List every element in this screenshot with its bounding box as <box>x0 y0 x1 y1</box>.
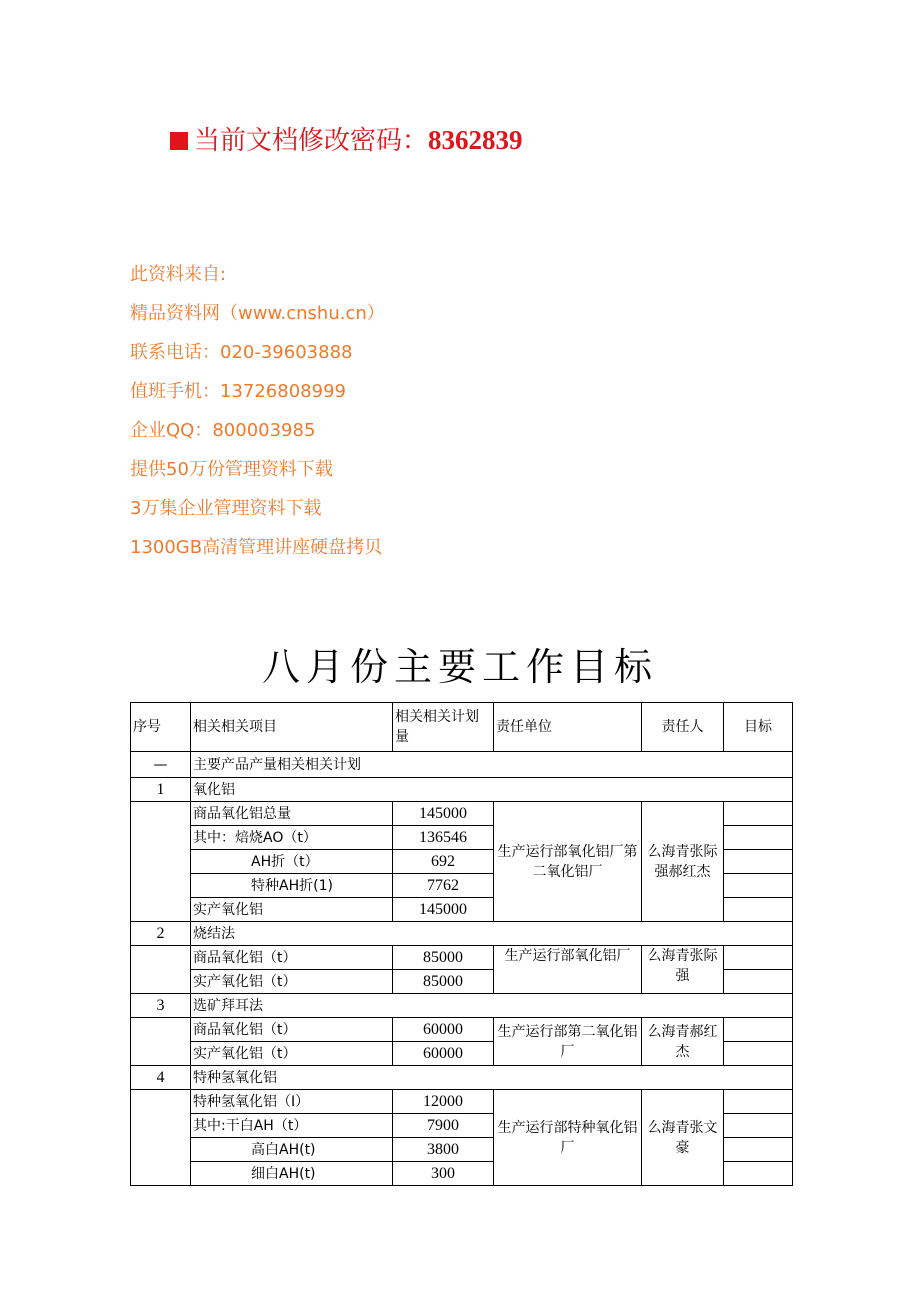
source-line: 1300GB高清管理讲座硬盘拷贝 <box>130 537 383 558</box>
item-cell: 商品氧化铝总量 <box>191 802 393 826</box>
group-title: 选矿拜耳法 <box>191 994 793 1018</box>
group-no: 4 <box>131 1066 191 1090</box>
item-cell: 其中：焙烧AO（t） <box>191 826 393 850</box>
target-cell <box>724 850 793 874</box>
item-cell: 特种氢氧化铝（I） <box>191 1090 393 1114</box>
table-row <box>131 1090 793 1114</box>
plan-cell: 85000 <box>393 970 494 994</box>
blank-cell <box>131 946 191 994</box>
target-cell <box>724 1114 793 1138</box>
source-line: 值班手机：13726808999 <box>130 381 346 402</box>
group-row <box>131 1066 793 1090</box>
group-title: 特种氢氧化铝 <box>191 1066 793 1090</box>
unit-cell: 生产运行部特种氧化铝厂 <box>494 1090 642 1186</box>
group-row <box>131 922 793 946</box>
source-line: 此资料来自: <box>130 264 227 285</box>
section-row <box>131 752 793 778</box>
red-square-icon <box>170 132 188 150</box>
plan-cell: 692 <box>393 850 494 874</box>
group-no: 2 <box>131 922 191 946</box>
unit-cell: 生产运行部氧化铝厂第二氧化铝厂 <box>494 802 642 922</box>
table-row <box>131 802 793 826</box>
target-cell <box>724 1018 793 1042</box>
password-notice <box>170 120 523 157</box>
plan-cell: 300 <box>393 1162 494 1186</box>
plan-cell: 60000 <box>393 1042 494 1066</box>
plan-cell: 3800 <box>393 1138 494 1162</box>
password-code: 8362839 <box>428 125 523 155</box>
plan-cell: 7900 <box>393 1114 494 1138</box>
page-title: 八月份主要工作目标 <box>261 645 658 689</box>
group-title: 烧结法 <box>191 922 793 946</box>
source-info <box>130 262 385 574</box>
target-cell <box>724 826 793 850</box>
plan-cell: 7762 <box>393 874 494 898</box>
item-cell: AH折（t） <box>191 850 393 874</box>
target-cell <box>724 946 793 970</box>
item-cell: 实产氧化铝 <box>191 898 393 922</box>
unit-cell: 生产运行部第二氧化铝厂 <box>494 1018 642 1066</box>
plan-cell: 85000 <box>393 946 494 970</box>
plan-cell: 12000 <box>393 1090 494 1114</box>
section-title: 主要产品产量相关相关计划 <box>191 752 793 778</box>
group-title: 氧化铝 <box>191 778 793 802</box>
table-row <box>131 946 793 970</box>
plan-cell: 145000 <box>393 898 494 922</box>
work-target-table <box>130 702 793 1186</box>
target-cell <box>724 1042 793 1066</box>
unit-cell: 生产运行部氧化铝厂 <box>494 946 642 994</box>
table-row <box>131 1018 793 1042</box>
item-cell: 其中:干白AH（t） <box>191 1114 393 1138</box>
person-cell: 么海青张际强郝红杰 <box>642 802 724 922</box>
table-header-row <box>131 703 793 752</box>
target-cell <box>724 898 793 922</box>
blank-cell <box>131 802 191 922</box>
section-no: — <box>131 752 191 778</box>
plan-cell: 145000 <box>393 802 494 826</box>
group-no: 3 <box>131 994 191 1018</box>
group-row <box>131 994 793 1018</box>
item-cell: 实产氧化铝（t） <box>191 970 393 994</box>
item-cell: 特种AH折(1) <box>191 874 393 898</box>
source-line[interactable]: 精品资料网（www.cnshu.cn） <box>130 303 385 324</box>
header-cell: 相关相关计划量 <box>393 703 494 752</box>
source-line: 企业QQ：800003985 <box>130 420 316 441</box>
header-cell: 序号 <box>131 703 191 752</box>
source-line: 提供50万份管理资料下载 <box>130 459 333 480</box>
notice-text: 当前文档修改密码： <box>194 126 429 156</box>
target-cell <box>724 802 793 826</box>
blank-cell <box>131 1090 191 1186</box>
target-cell <box>724 970 793 994</box>
item-cell: 商品氧化铝（t） <box>191 1018 393 1042</box>
blank-cell <box>131 1018 191 1066</box>
plan-cell: 60000 <box>393 1018 494 1042</box>
item-cell: 细白AH(t) <box>191 1162 393 1186</box>
target-cell <box>724 1138 793 1162</box>
header-cell: 相关相关项目 <box>191 703 393 752</box>
header-cell: 目标 <box>724 703 793 752</box>
person-cell: 么海青张际强 <box>642 946 724 994</box>
target-cell <box>724 874 793 898</box>
person-cell: 么海青郝红杰 <box>642 1018 724 1066</box>
source-line: 联系电话：020-39603888 <box>130 342 353 363</box>
target-cell <box>724 1090 793 1114</box>
target-cell <box>724 1162 793 1186</box>
person-cell: 么海青张文豪 <box>642 1090 724 1186</box>
group-no: 1 <box>131 778 191 802</box>
item-cell: 实产氧化铝（t） <box>191 1042 393 1066</box>
header-cell: 责任单位 <box>494 703 642 752</box>
item-cell: 商品氧化铝（t） <box>191 946 393 970</box>
source-line: 3万集企业管理资料下载 <box>130 498 322 519</box>
header-cell: 责任人 <box>642 703 724 752</box>
item-cell: 高白AH(t) <box>191 1138 393 1162</box>
plan-cell: 136546 <box>393 826 494 850</box>
group-row <box>131 778 793 802</box>
